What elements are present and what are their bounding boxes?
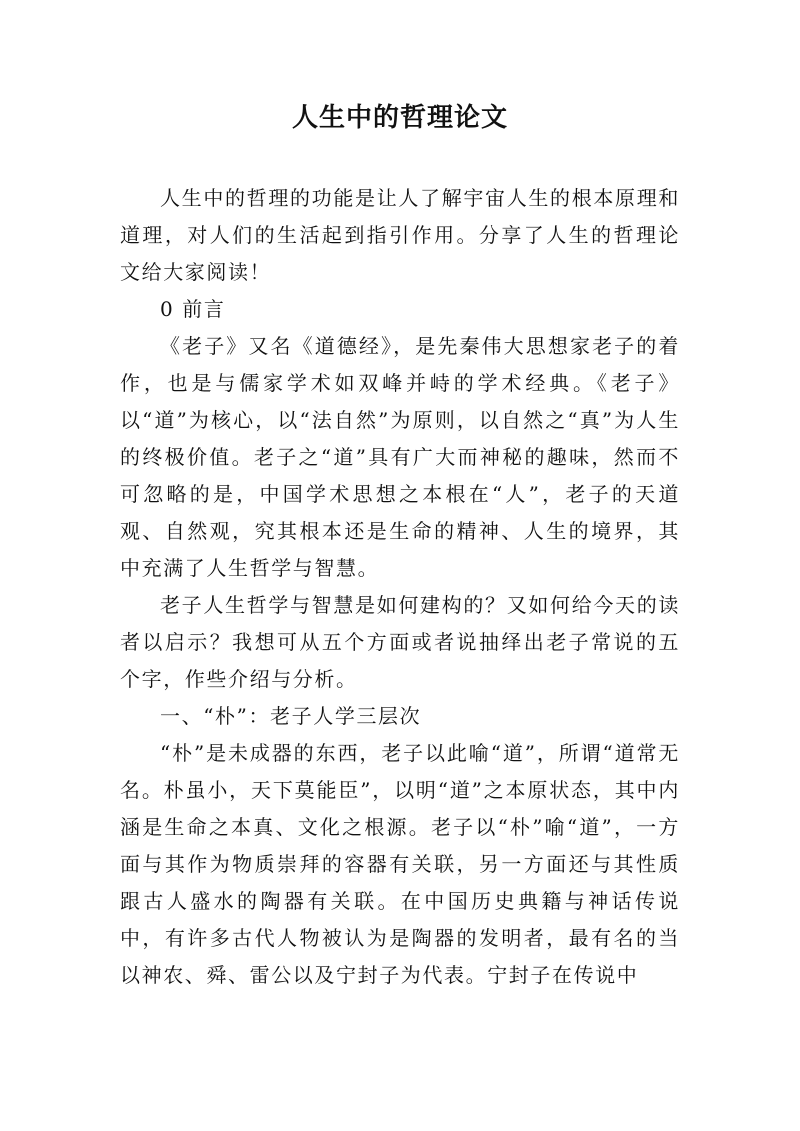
section-heading-pu: 一、“朴”：老子人学三层次: [160, 704, 422, 728]
preface-paragraph: 《老子》又名《道德经》，是先秦伟大思想家老子的着作，也是与儒家学术如双峰并峙的学术经典。《老子》以“道”为核心，以“法自然”为原则，以自然之“真”为人生的终极价值。老子之“道”具有广大而神秘的趣味，然而不可忽略的是，中国学术思想之本根在“人”，老子的天道观、自然观，究其根本还是生命的精神、人生的境界，其中充满了人生哲学与智慧。: [120, 334, 680, 580]
section-heading-preface: 0 前言: [160, 297, 226, 321]
pu-paragraph: “朴”是未成器的东西，老子以此喻“道”，所谓“道常无名。朴虽小，天下莫能臣”，以明“道”之本原状态，其中内涵是生命之本真、文化之根源。老子以“朴”喻“道”，一方面与其作为物质崇拜的容器有关联，另一方面还与其性质跟古人盛水的陶器有关联。在中国历史典籍与神话传说中，有许多古代人物被认为是陶器的发明者，最有名的当以神农、舜、雷公以及宁封子为代表。宁封子在传说中: [120, 741, 680, 987]
intro-paragraph: 人生中的哲理的功能是让人了解宇宙人生的根本原理和道理，对人们的生活起到指引作用。分享了人生的哲理论文给大家阅读！: [120, 186, 680, 284]
document-title: 人生中的哲理论文: [291, 103, 508, 133]
question-paragraph: 老子人生哲学与智慧是如何建构的？又如何给今天的读者以启示？我想可从五个方面或者说抽绎出老子常说的五个字，作些介绍与分析。: [120, 593, 680, 691]
